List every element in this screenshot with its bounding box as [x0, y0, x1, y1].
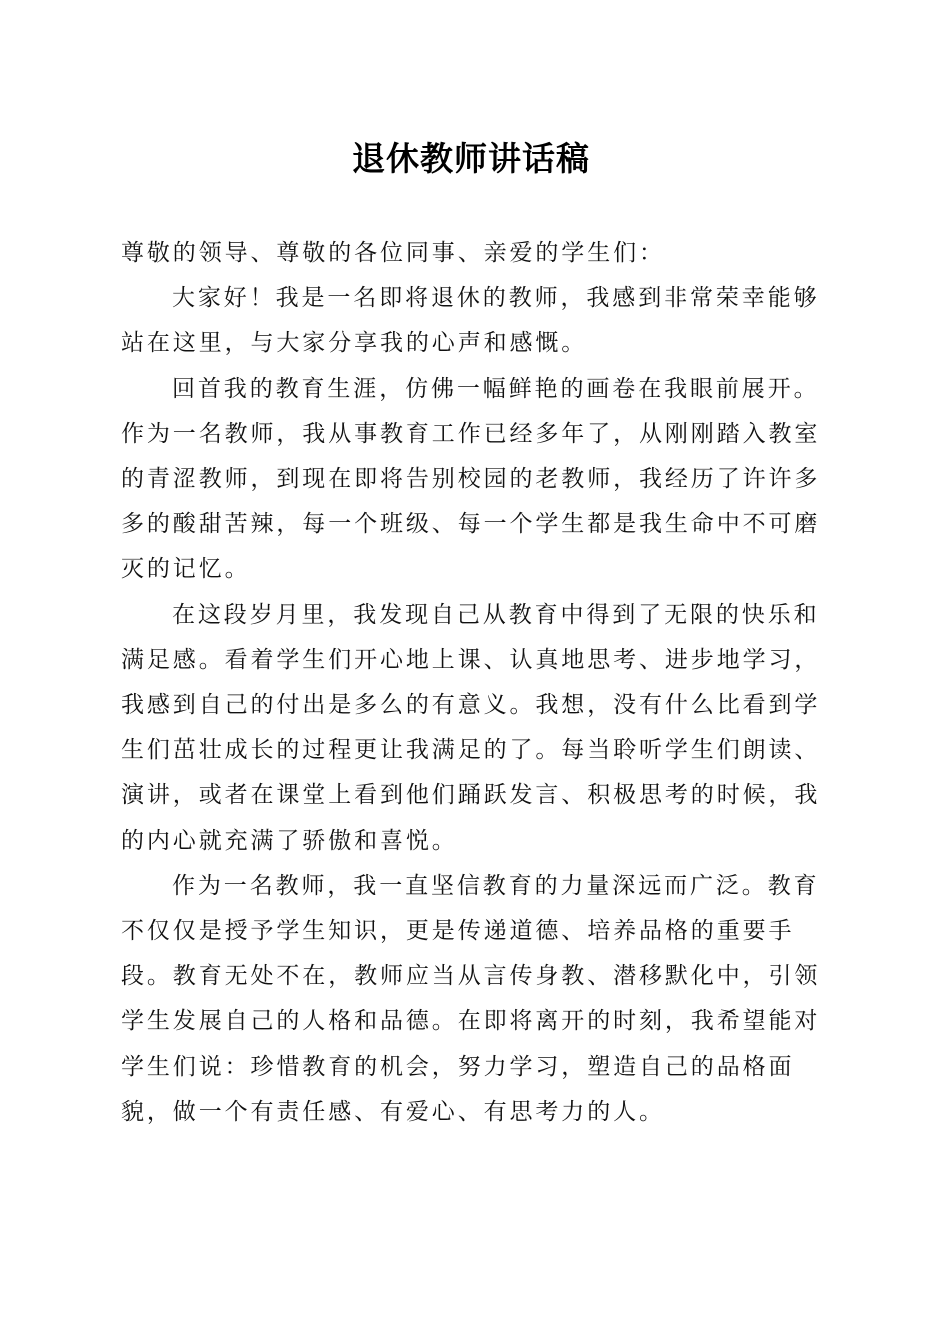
document-body	[121, 231, 841, 1135]
paragraph-power-of-education: 作为一名教师，我一直坚信教育的力量深远而广泛。教育不仅仅是授予学生知识，更是传递道德、培养品格的重要手段。教育无处不在，教师应当从言传身教、潜移默化中，引领学生发展自己的人格和品德。在即将离开的时刻，我希望能对学生们说：珍惜教育的机会，努力学习，塑造自己的品格面貌，做一个有责任感、有爱心、有思考力的人。	[121, 872, 821, 1125]
paragraph-career-review: 回首我的教育生涯，仿佛一幅鲜艳的画卷在我眼前展开。作为一名教师，我从事教育工作已经多年了，从刚刚踏入教室的青涩教师，到现在即将告别校园的老教师，我经历了许许多多的酸甜苦辣，每一个班级、每一个学生都是我生命中不可磨灭的记忆。	[121, 375, 821, 583]
paragraph-joy-of-teaching: 在这段岁月里，我发现自己从教育中得到了无限的快乐和满足感。看着学生们开心地上课、认真地思考、进步地学习，我感到自己的付出是多么的有意义。我想，没有什么比看到学生们茁壮成长的过程更让我满足的了。每当聆听学生们朗读、演讲，或者在课堂上看到他们踊跃发言、积极思考的时候，我的内心就充满了骄傲和喜悦。	[121, 601, 821, 854]
document-title: 退休教师讲话稿	[352, 139, 590, 178]
salutation: 尊敬的领导、尊敬的各位同事、亲爱的学生们：	[121, 240, 665, 266]
paragraph-greeting: 大家好！我是一名即将退休的教师，我感到非常荣幸能够站在这里，与大家分享我的心声和感慨。	[121, 285, 820, 357]
